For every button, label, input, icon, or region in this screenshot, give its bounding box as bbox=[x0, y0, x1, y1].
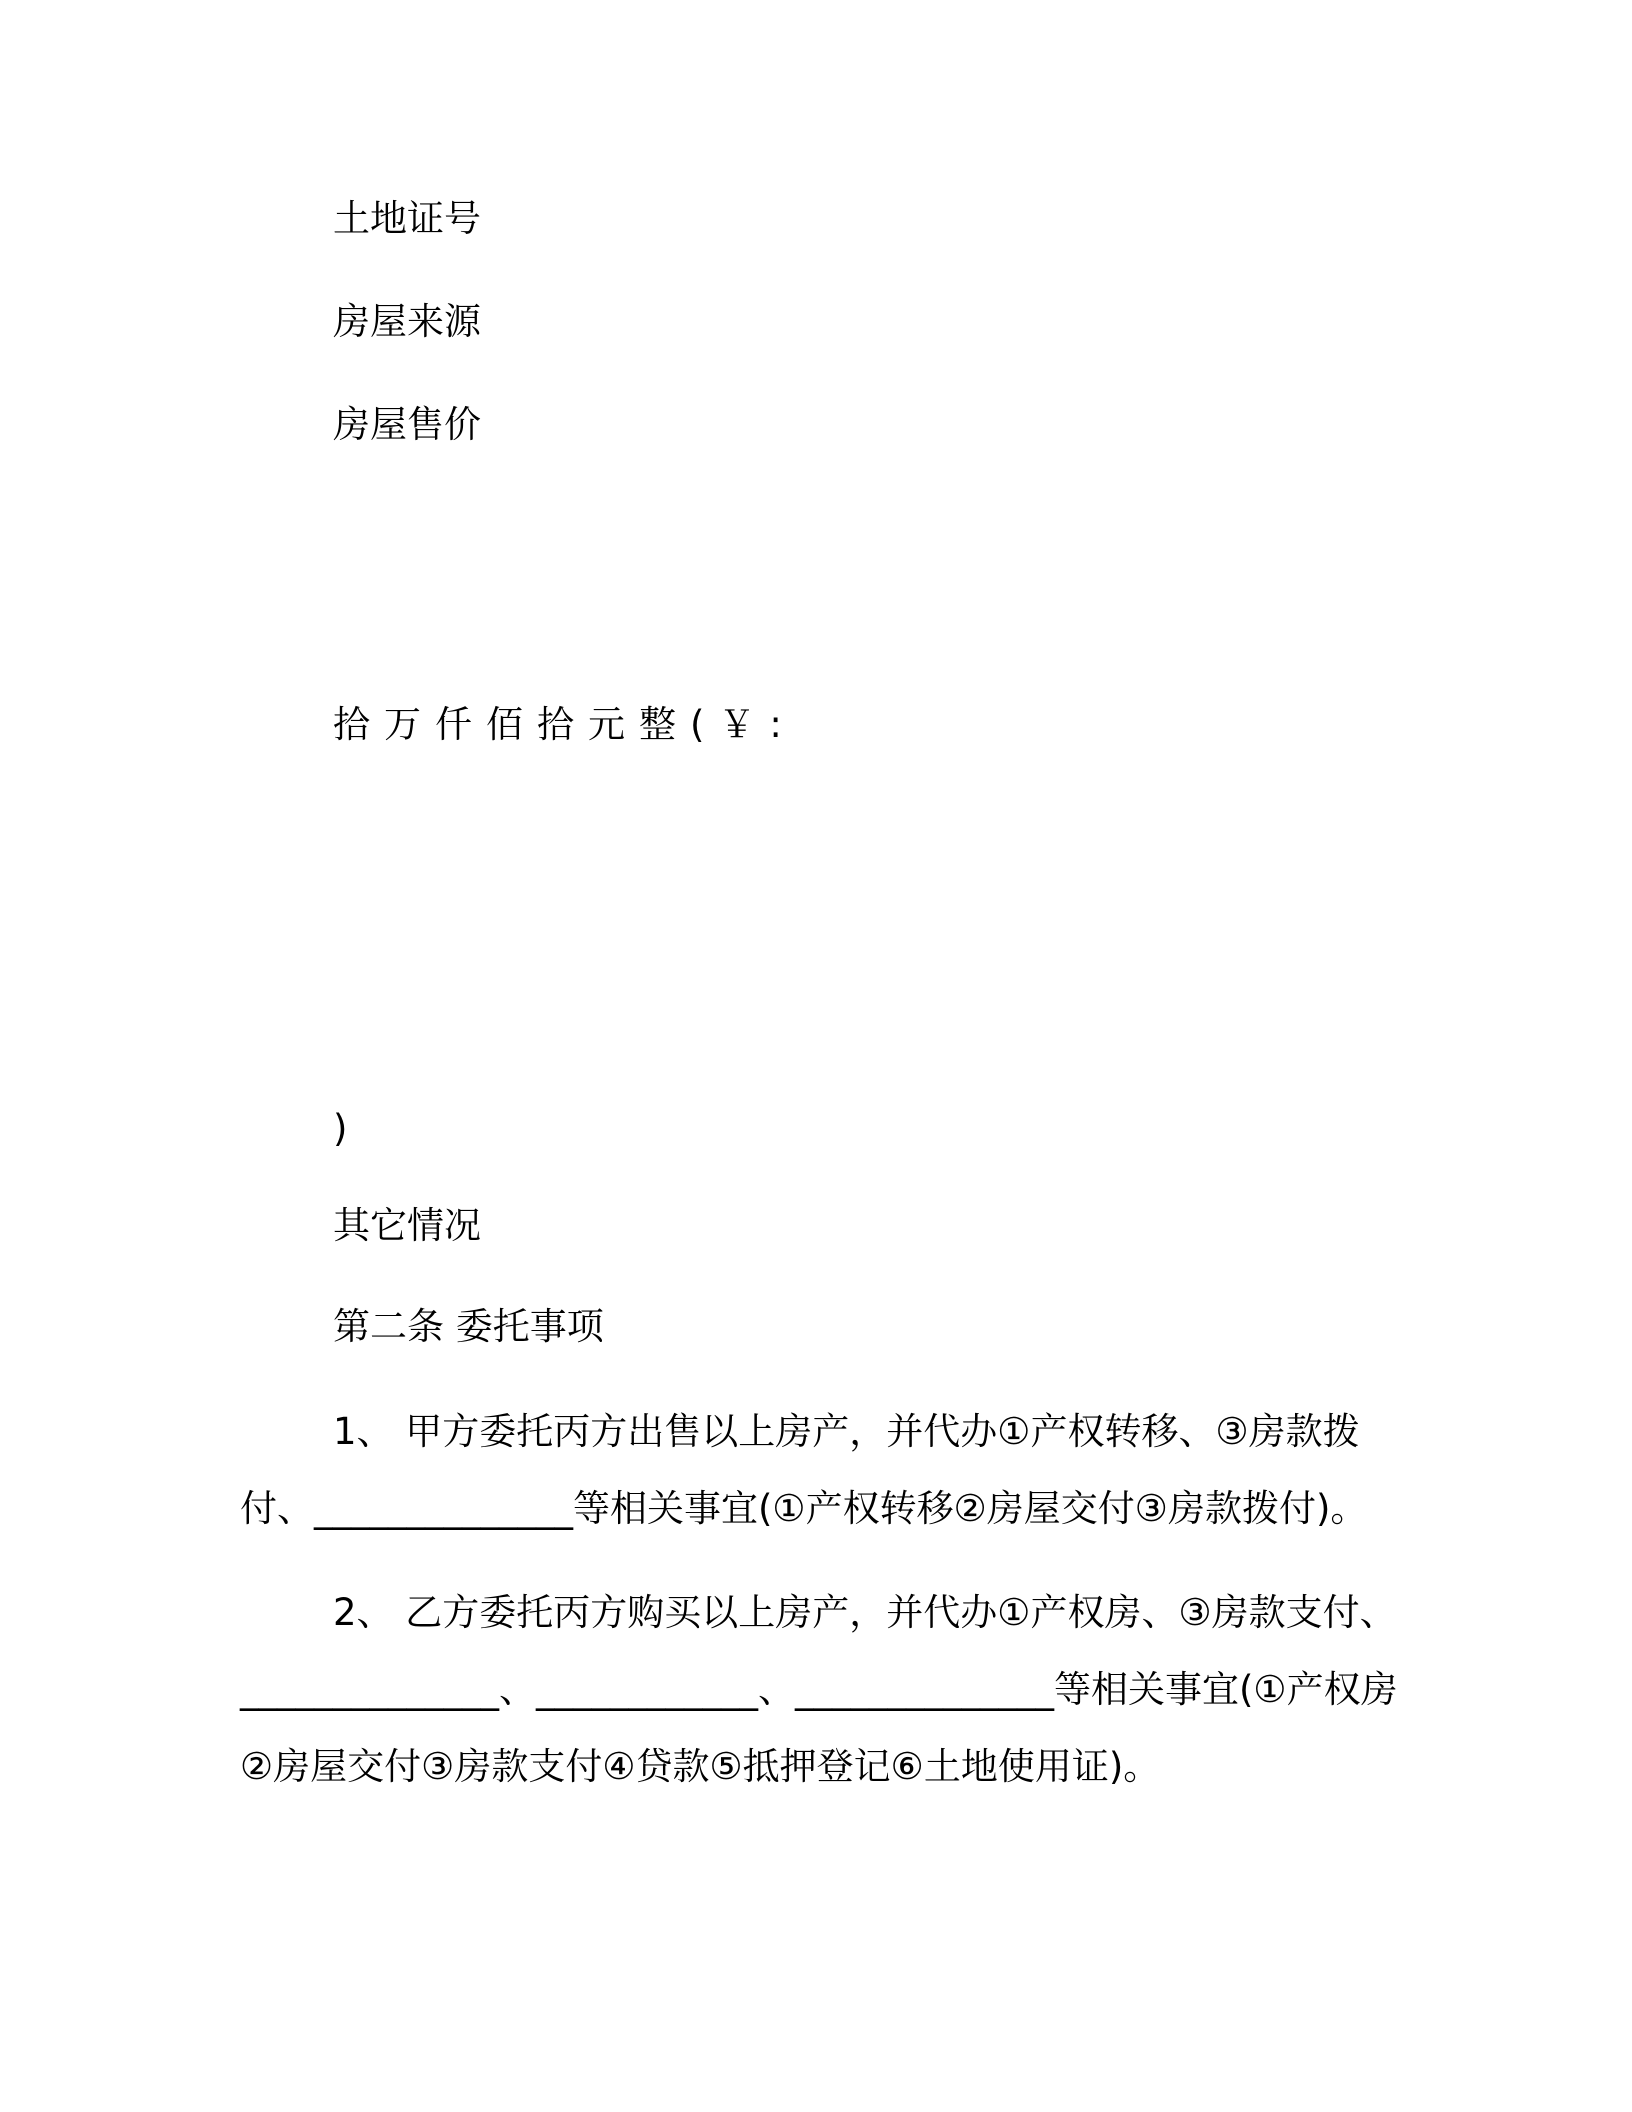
item-1-line-1: 1、 甲方委托丙方出售以上房产，并代办①产权转移、③房款拨 bbox=[333, 1410, 1360, 1453]
house-source-label: 房屋来源 bbox=[333, 300, 481, 343]
item-2-line-2: ______________、____________、______________等相关事宜(①产权房 bbox=[240, 1668, 1398, 1711]
amount-close-paren: ) bbox=[333, 1107, 348, 1150]
amount-words-line: 拾万仟佰拾元整(￥: bbox=[333, 703, 796, 746]
item-2-line-3: ②房屋交付③房款支付④贷款⑤抵押登记⑥土地使用证)。 bbox=[240, 1745, 1161, 1788]
land-cert-label: 土地证号 bbox=[333, 197, 481, 240]
item-2-line-1: 2、 乙方委托丙方购买以上房产，并代办①产权房、③房款支付、 bbox=[333, 1591, 1397, 1634]
article-2-heading: 第二条 委托事项 bbox=[333, 1305, 604, 1348]
house-price-label: 房屋售价 bbox=[333, 403, 481, 446]
item-1-line-2: 付、______________等相关事宜(①产权转移②房屋交付③房款拨付)。 bbox=[240, 1487, 1368, 1530]
other-info-label: 其它情况 bbox=[333, 1204, 481, 1247]
